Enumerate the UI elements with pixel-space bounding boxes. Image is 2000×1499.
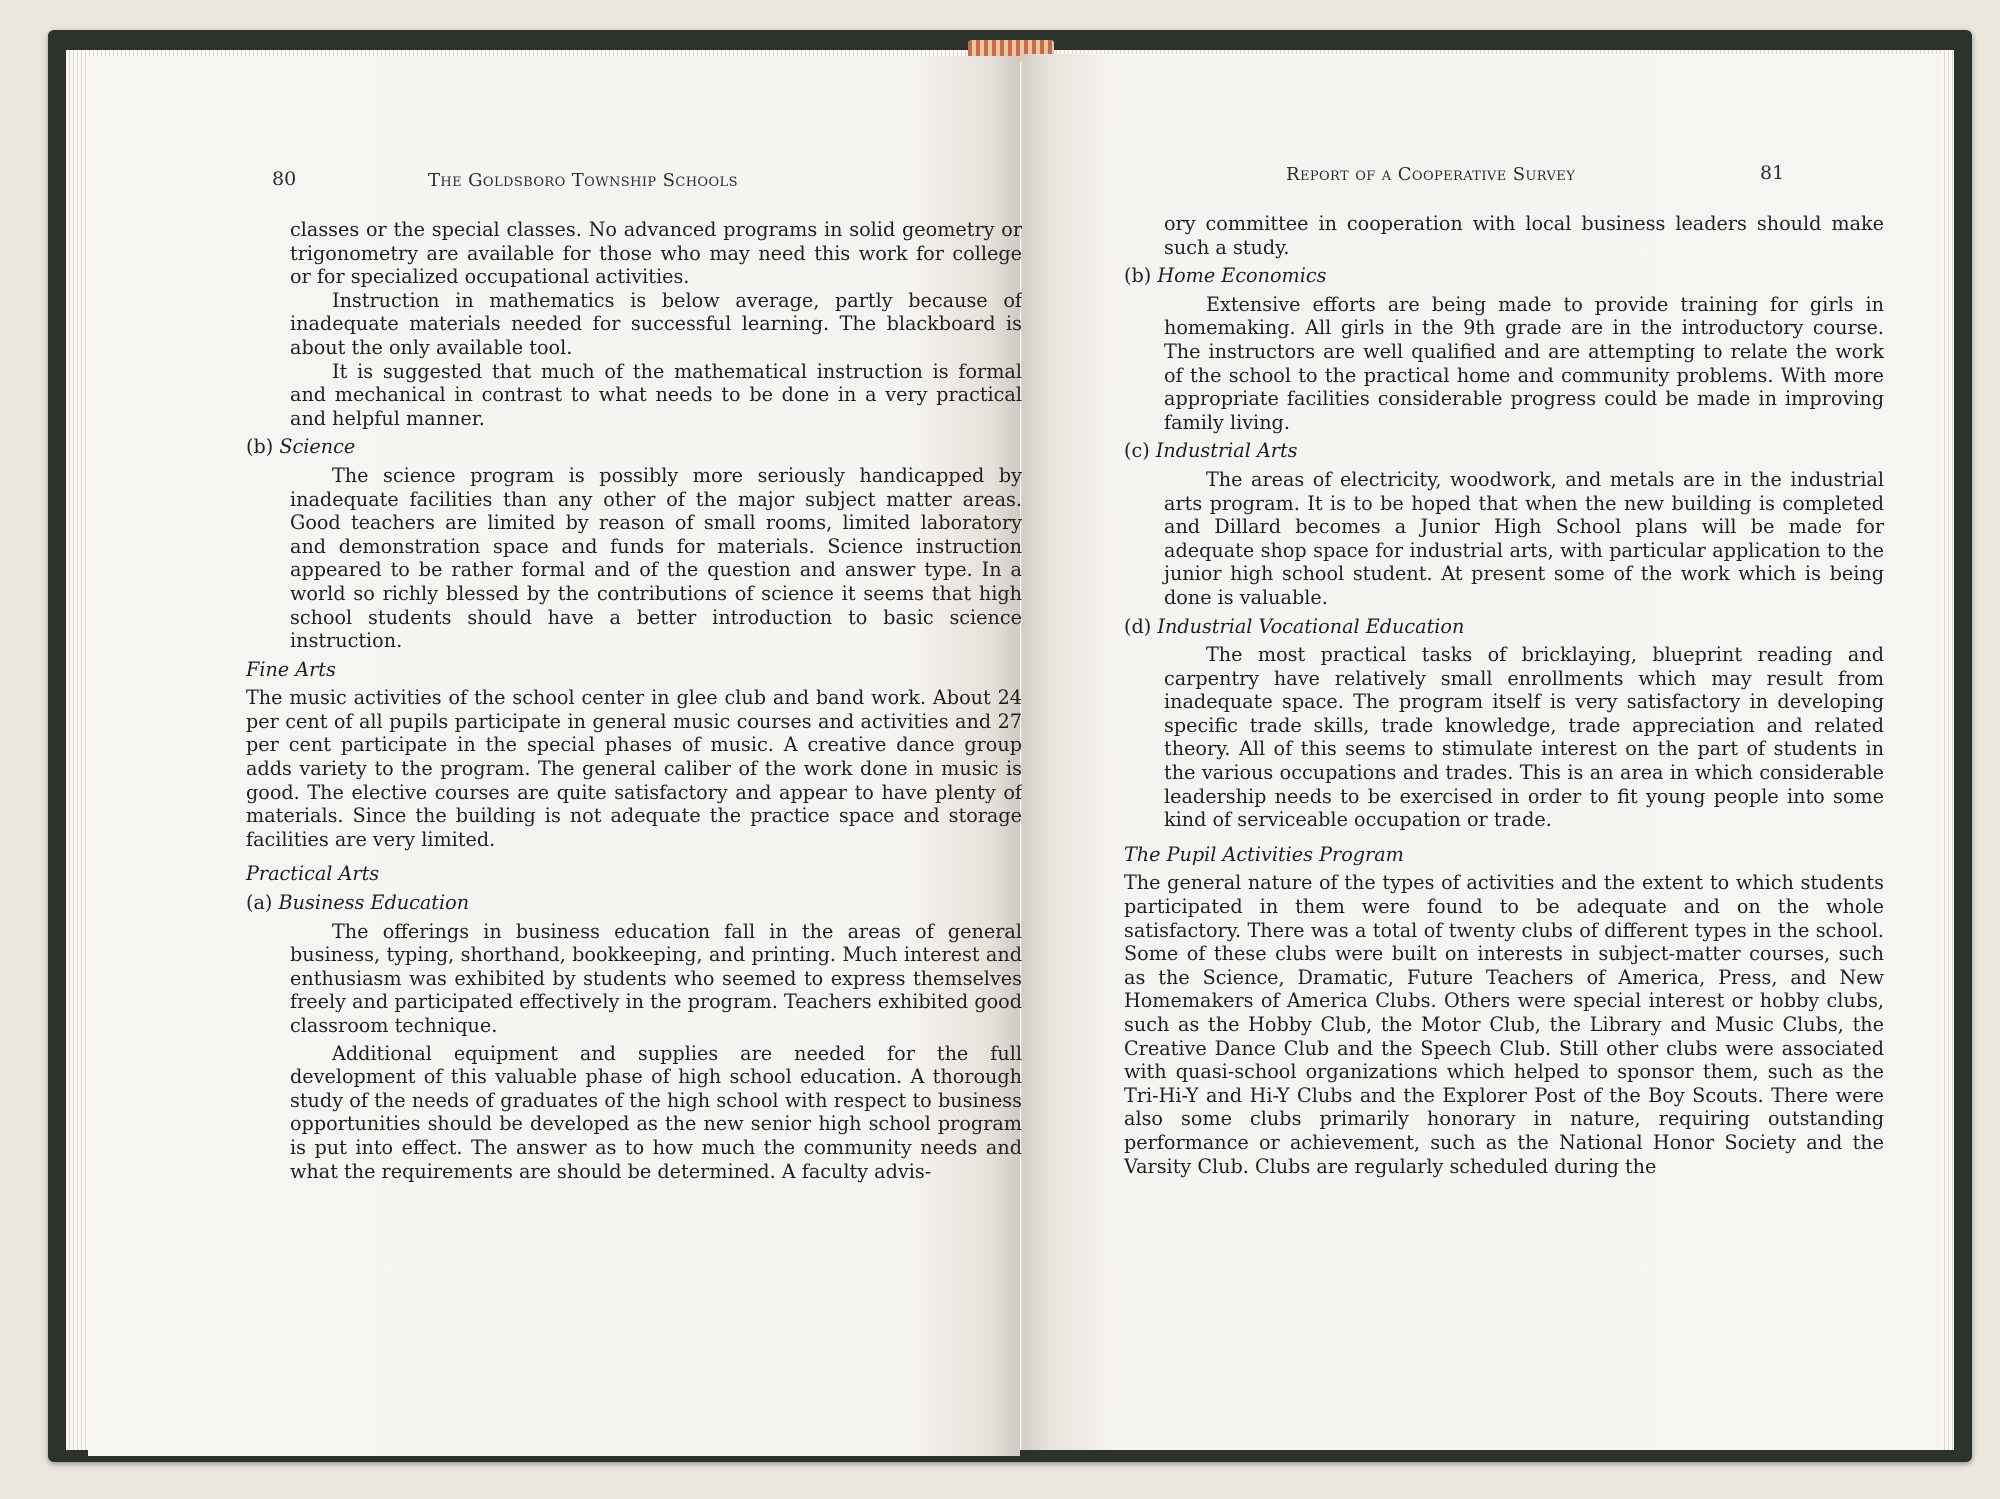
paragraph: Additional equipment and supplies are needed for the full development of this valuable phase of high school education. A thorough study of the needs of graduates of the high school with respect to business opportunities should be developed as the new senior high school program is put into effect. The answer as to how much the community needs and what the requirements are should be determined. A faculty advis- bbox=[290, 1041, 1022, 1183]
subsection-heading-home-economics bbox=[1124, 264, 1884, 288]
paragraph: The general nature of the types of activities and the extent to which students participated in them were found to be adequate and on the whole satisfactory. There was a total of twenty clubs of different types in the school. Some of these clubs were built on interests in subject-matter courses, such as the Science, Dramatic, Future Teachers of America, Press, and New Homemakers of America Clubs. Others were special interest or hobby clubs, such as the Hobby Club, the Motor Club, the Library and Music Clubs, the Creative Dance Club and the Speech Club. Still other clubs were associated with quasi-school organizations which helped to sponsor them, such as the Tri-Hi-Y and Hi-Y Clubs and the Explorer Post of the Boy Scouts. There were also some clubs primarily honorary in nature, requiring outstanding performance or achievement, such as the National Honor Society and the Varsity Club. Clubs are regularly scheduled during the bbox=[1124, 871, 1884, 1178]
section-heading-pupil-activities: The Pupil Activities Program bbox=[1124, 842, 1404, 866]
subsection-heading-vocational bbox=[1124, 615, 1884, 639]
left-page-text bbox=[246, 218, 1022, 1183]
paragraph: The music activities of the school center in glee club and band work. About 24 per cent of all pupils participate in general music courses and activities and 27 per cent participate in the special phases of music. A creative dance group adds variety to the program. The general caliber of the work done in music is good. The elective courses are quite satisfactory and appear to have plenty of materials. Since the building is not adequate the practice space and storage facilities are very limited. bbox=[246, 686, 1022, 851]
subsection-label: (b) bbox=[1124, 264, 1152, 288]
paragraph: classes or the special classes. No advanced programs in solid geometry or trigonometry are available for those who may need this work for college or for specialized occupational activities. bbox=[290, 218, 1022, 289]
subsection-heading-science bbox=[246, 435, 1022, 459]
subsection-heading-business bbox=[246, 891, 1022, 915]
paragraph: Instruction in mathematics is below average, partly because of inadequate materials needed for successful learning. The blackboard is about the only available tool. bbox=[290, 288, 1022, 359]
paragraph: Extensive efforts are being made to provide training for girls in homemaking. All girls in the 9th grade are in the introductory course. The instructors are well qualified and are attempting to relate the work of the school to the practical home and community problems. With more appropriate facilities considerable progress could be made in improving family living. bbox=[1164, 292, 1884, 434]
left-page bbox=[88, 56, 1020, 1456]
paragraph: ory committee in cooperation with local business leaders should make such a study. bbox=[1164, 212, 1884, 259]
right-running-head: Report of a Cooperative Survey bbox=[1286, 164, 1576, 185]
paragraph: The areas of electricity, woodwork, and metals are in the industrial arts program. It is to be hoped that when the new building is completed and Dillard becomes a Junior High School plans will be made for adequate shop space for industrial arts, with particular application to the junior high school student. At present some of the work which is being done is valuable. bbox=[1164, 467, 1884, 609]
subsection-label: (d) bbox=[1124, 614, 1152, 638]
subsection-label: (b) bbox=[246, 435, 274, 459]
paragraph: The science program is possibly more seriously handicapped by inadequate facilities than any other of the major subject matter areas. Good teachers are limited by reason of small rooms, limited laboratory and demonstration space and funds for materials. Science instruction appeared to be rather formal and of the question and answer type. In a world so richly blessed by the contributions of science it seems that high school students should have a better introduction to basic science instruction. bbox=[290, 463, 1022, 653]
left-running-head: The Goldsboro Township Schools bbox=[428, 170, 738, 191]
subsection-title: Industrial Arts bbox=[1155, 439, 1298, 463]
subsection-heading-industrial-arts bbox=[1124, 439, 1884, 463]
subsection-label: (a) bbox=[246, 891, 273, 915]
paragraph: The most practical tasks of bricklaying, blueprint reading and carpentry have relatively small enrollments which may result from inadequate space. The program itself is very satisfactory in developing specific trade skills, trade knowledge, trade appreciation and related theory. All of this seems to stimulate interest on the part of students in the various occupations and trades. This is an area in which considerable leadership needs to be exercised in order to fit young people into some kind of serviceable occupation or trade. bbox=[1164, 643, 1884, 832]
section-heading-fine-arts: Fine Arts bbox=[246, 657, 336, 681]
subsection-title: Industrial Vocational Education bbox=[1157, 614, 1465, 638]
right-page-text bbox=[1124, 212, 1884, 1178]
section-heading-practical-arts: Practical Arts bbox=[246, 862, 380, 886]
subsection-title: Science bbox=[279, 435, 356, 459]
subsection-title: Home Economics bbox=[1157, 264, 1327, 288]
paragraph: The offerings in business education fall in the areas of general business, typing, shorthand, bookkeeping, and printing. Much interest and enthusiasm was exhibited by students who seemed to express themselves freely and participated effectively in the program. Teachers exhibited good classroom technique. bbox=[290, 919, 1022, 1037]
paragraph: It is suggested that much of the mathematical instruction is formal and mechanical in contrast to what needs to be done in a very practical and helpful manner. bbox=[290, 359, 1022, 430]
subsection-title: Business Education bbox=[278, 891, 470, 915]
left-page-number: 80 bbox=[272, 168, 297, 190]
right-page-number: 81 bbox=[1760, 162, 1785, 184]
subsection-label: (c) bbox=[1124, 439, 1150, 463]
right-page bbox=[1022, 54, 1942, 1450]
